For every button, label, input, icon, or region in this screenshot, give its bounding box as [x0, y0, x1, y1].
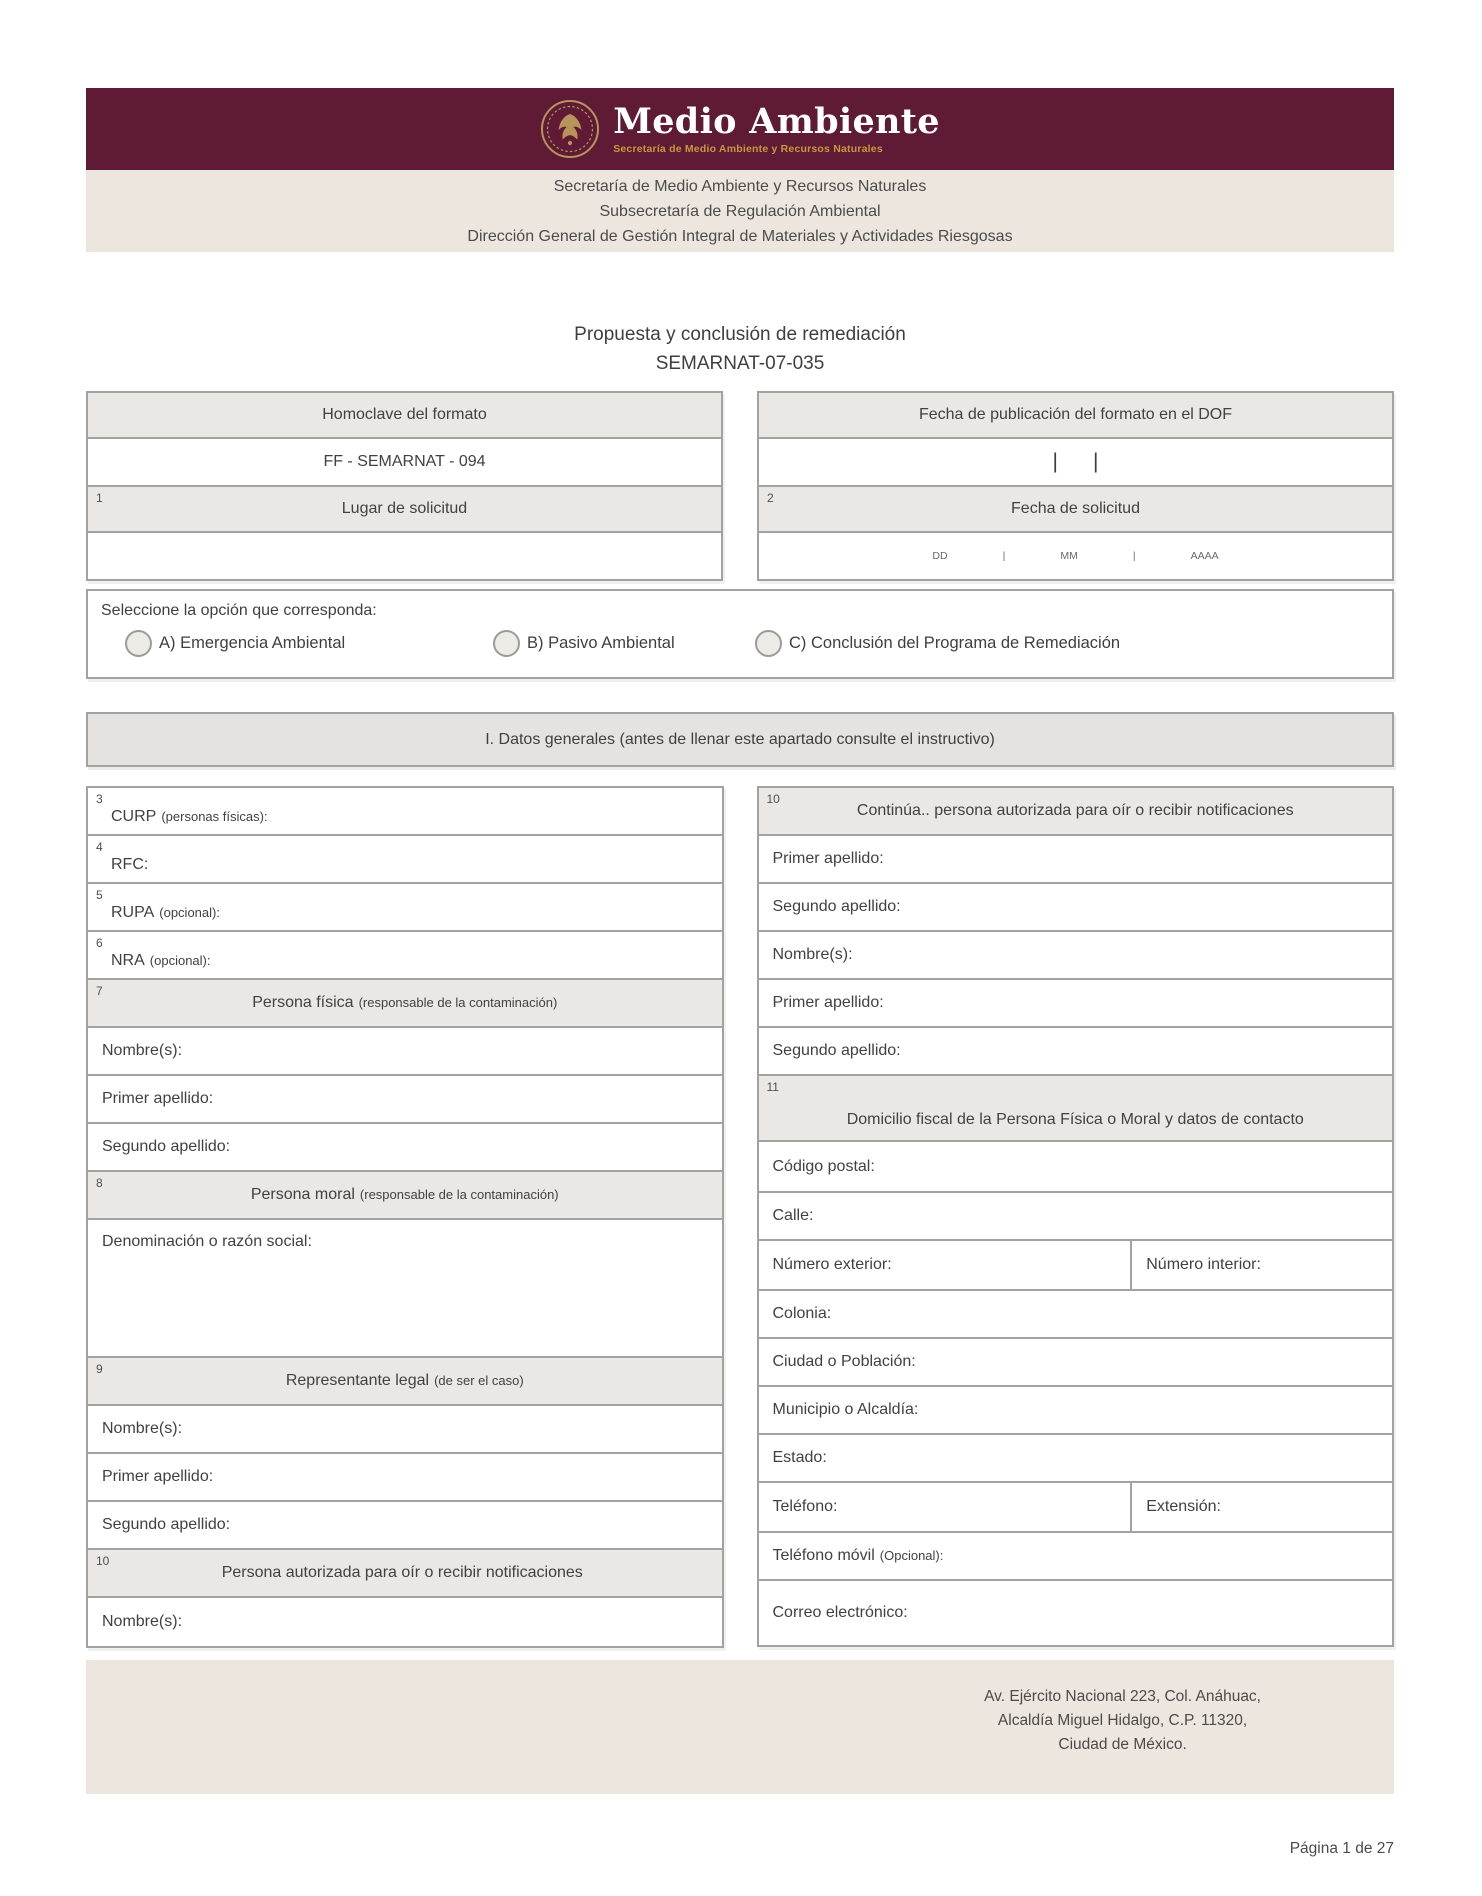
- field-number: 10: [96, 1554, 110, 1568]
- subsection-header-domicilio-fiscal: 11 Domicilio fiscal de la Persona Física o Moral y datos de contacto: [757, 1074, 1395, 1142]
- field-primer-apellido-autorizada-2[interactable]: Primer apellido:: [757, 978, 1395, 1028]
- field-numero-interior[interactable]: Número interior:: [1146, 1256, 1261, 1273]
- field-denominacion-razon-social[interactable]: Denominación o razón social:: [86, 1218, 724, 1358]
- fecha-solicitud-input[interactable]: [757, 531, 1394, 581]
- footer-address-line-1: Av. Ejército Nacional 223, Col. Anáhuac,: [984, 1688, 1261, 1705]
- field-primer-apellido-representante[interactable]: Primer apellido:: [86, 1452, 724, 1502]
- field-primer-apellido-persona-fisica[interactable]: Primer apellido:: [86, 1074, 724, 1124]
- date-separator: |: [1002, 550, 1006, 562]
- footer-band: [86, 1660, 1394, 1794]
- field-calle[interactable]: Calle:: [757, 1191, 1395, 1241]
- logo-text-block: [613, 100, 940, 155]
- field-number: 3: [96, 792, 103, 806]
- fecha-solicitud-header: 2 Fecha de solicitud: [757, 485, 1394, 533]
- agency-line-3: Dirección General de Gestión Integral de Materiales y Actividades Riesgosas: [467, 227, 1013, 245]
- field-number: 11: [766, 1080, 779, 1094]
- field-segundo-apellido-autorizada[interactable]: Segundo apellido:: [757, 882, 1395, 932]
- field-municipio-alcaldia[interactable]: Municipio o Alcaldía:: [757, 1385, 1395, 1435]
- homoclave-header: Homoclave del formato: [86, 391, 723, 439]
- fecha-publicacion-value: | |: [757, 437, 1394, 487]
- subsection-header-continua-persona-autorizada: 10 Continúa.. persona autorizada para oír o recibir notificaciones: [757, 786, 1395, 836]
- lugar-solicitud-input[interactable]: [86, 531, 723, 581]
- footer-address-line-2: Alcaldía Miguel Hidalgo, C.P. 11320,: [997, 1712, 1248, 1729]
- form-code: SEMARNAT-07-035: [655, 353, 825, 374]
- mexico-coat-of-arms-seal-icon: [540, 99, 600, 159]
- footer-address-line-3: Ciudad de México.: [1058, 1736, 1187, 1753]
- field-number: 8: [96, 1176, 103, 1190]
- field-numero-exterior-interior: [757, 1239, 1395, 1291]
- field-segundo-apellido-autorizada-2[interactable]: Segundo apellido:: [757, 1026, 1395, 1076]
- field-nombres-persona-fisica[interactable]: Nombre(s):: [86, 1026, 724, 1076]
- fecha-publicacion-table: [757, 391, 1394, 581]
- option-prompt: Seleccione la opción que corresponda:: [101, 602, 377, 619]
- field-number: 2: [767, 491, 774, 505]
- radio-options-row: [88, 630, 1392, 657]
- field-correo-electronico[interactable]: Correo electrónico:: [757, 1579, 1395, 1647]
- field-segundo-apellido-persona-fisica[interactable]: Segundo apellido:: [86, 1122, 724, 1172]
- radio-button-icon[interactable]: [125, 630, 152, 657]
- field-extension[interactable]: Extensión:: [1146, 1498, 1221, 1515]
- field-estado[interactable]: Estado:: [757, 1433, 1395, 1483]
- agency-line-1: Secretaría de Medio Ambiente y Recursos Naturales: [553, 177, 927, 195]
- form-column-right: [757, 786, 1395, 1647]
- field-telefono-movil[interactable]: Teléfono móvil (Opcional):: [757, 1531, 1395, 1581]
- field-ciudad-poblacion[interactable]: Ciudad o Población:: [757, 1337, 1395, 1387]
- field-segundo-apellido-representante[interactable]: Segundo apellido:: [86, 1500, 724, 1550]
- document-banner: [86, 88, 1394, 170]
- field-nombres-autorizada-2[interactable]: Nombre(s):: [757, 930, 1395, 980]
- field-numero-exterior[interactable]: Número exterior:: [759, 1241, 1133, 1289]
- subsection-header-persona-autorizada: 10 Persona autorizada para oír o recibir notificaciones: [86, 1548, 724, 1598]
- field-telefono-extension: [757, 1481, 1395, 1533]
- subsection-header-persona-moral: 8 Persona moral (responsable de la contaminación): [86, 1170, 724, 1220]
- field-telefono[interactable]: Teléfono:: [759, 1483, 1133, 1531]
- field-codigo-postal[interactable]: Código postal:: [757, 1140, 1395, 1193]
- field-rfc[interactable]: 4 RFC:: [86, 834, 724, 884]
- radio-option-conclusion-programa[interactable]: C) Conclusión del Programa de Remediación: [755, 630, 1120, 657]
- top-tables: [86, 391, 1394, 581]
- radio-option-emergencia-ambiental[interactable]: A) Emergencia Ambiental: [125, 630, 493, 657]
- document-title-block: [86, 320, 1394, 378]
- option-selection-box: [86, 589, 1394, 679]
- radio-option-pasivo-ambiental[interactable]: B) Pasivo Ambiental: [493, 630, 755, 657]
- agency-line-2: Subsecretaría de Regulación Ambiental: [599, 202, 881, 220]
- field-number: 1: [96, 491, 103, 505]
- logo-wordmark: Medio Ambiente: [613, 100, 940, 142]
- field-colonia[interactable]: Colonia:: [757, 1289, 1395, 1339]
- form-columns: [86, 786, 1394, 1648]
- field-rupa[interactable]: 5 RUPA (opcional):: [86, 882, 724, 932]
- agency-name-block: [86, 170, 1394, 252]
- homoclave-table: [86, 391, 723, 581]
- field-number: 10: [766, 792, 780, 806]
- field-curp[interactable]: 3 CURP (personas físicas):: [86, 786, 724, 836]
- radio-button-icon[interactable]: [755, 630, 782, 657]
- document-content: [86, 0, 1394, 1858]
- field-number: 4: [96, 840, 103, 854]
- section-i-header: I. Datos generales (antes de llenar este apartado consulte el instructivo): [86, 712, 1394, 767]
- radio-button-icon[interactable]: [493, 630, 520, 657]
- date-hint-aaaa: AAAA: [1190, 550, 1219, 562]
- subsection-header-representante-legal: 9 Representante legal (de ser el caso): [86, 1356, 724, 1406]
- field-nra[interactable]: 6 NRA (opcional):: [86, 930, 724, 980]
- form-column-left: [86, 786, 724, 1648]
- subsection-header-persona-fisica: 7 Persona física (responsable de la contaminación): [86, 978, 724, 1028]
- field-number: 5: [96, 888, 103, 902]
- field-primer-apellido-autorizada[interactable]: Primer apellido:: [757, 834, 1395, 884]
- field-nombres-representante[interactable]: Nombre(s):: [86, 1404, 724, 1454]
- field-number: 7: [96, 984, 103, 998]
- field-number: 6: [96, 936, 103, 950]
- field-number: 9: [96, 1362, 103, 1376]
- page-number: Página 1 de 27: [1289, 1840, 1394, 1857]
- fecha-publicacion-header: Fecha de publicación del formato en el DOF: [757, 391, 1394, 439]
- date-separator: |: [1132, 550, 1136, 562]
- document-title: Propuesta y conclusión de remediación: [574, 324, 906, 345]
- date-hint-mm: MM: [1060, 550, 1078, 562]
- logo-subtitle: Secretaría de Medio Ambiente y Recursos Naturales: [613, 142, 883, 155]
- date-hint-dd: DD: [932, 550, 948, 562]
- field-nombres-persona-autorizada[interactable]: Nombre(s):: [86, 1596, 724, 1648]
- homoclave-value: FF - SEMARNAT - 094: [86, 437, 723, 487]
- lugar-solicitud-header: 1 Lugar de solicitud: [86, 485, 723, 533]
- footer-address: [984, 1685, 1261, 1757]
